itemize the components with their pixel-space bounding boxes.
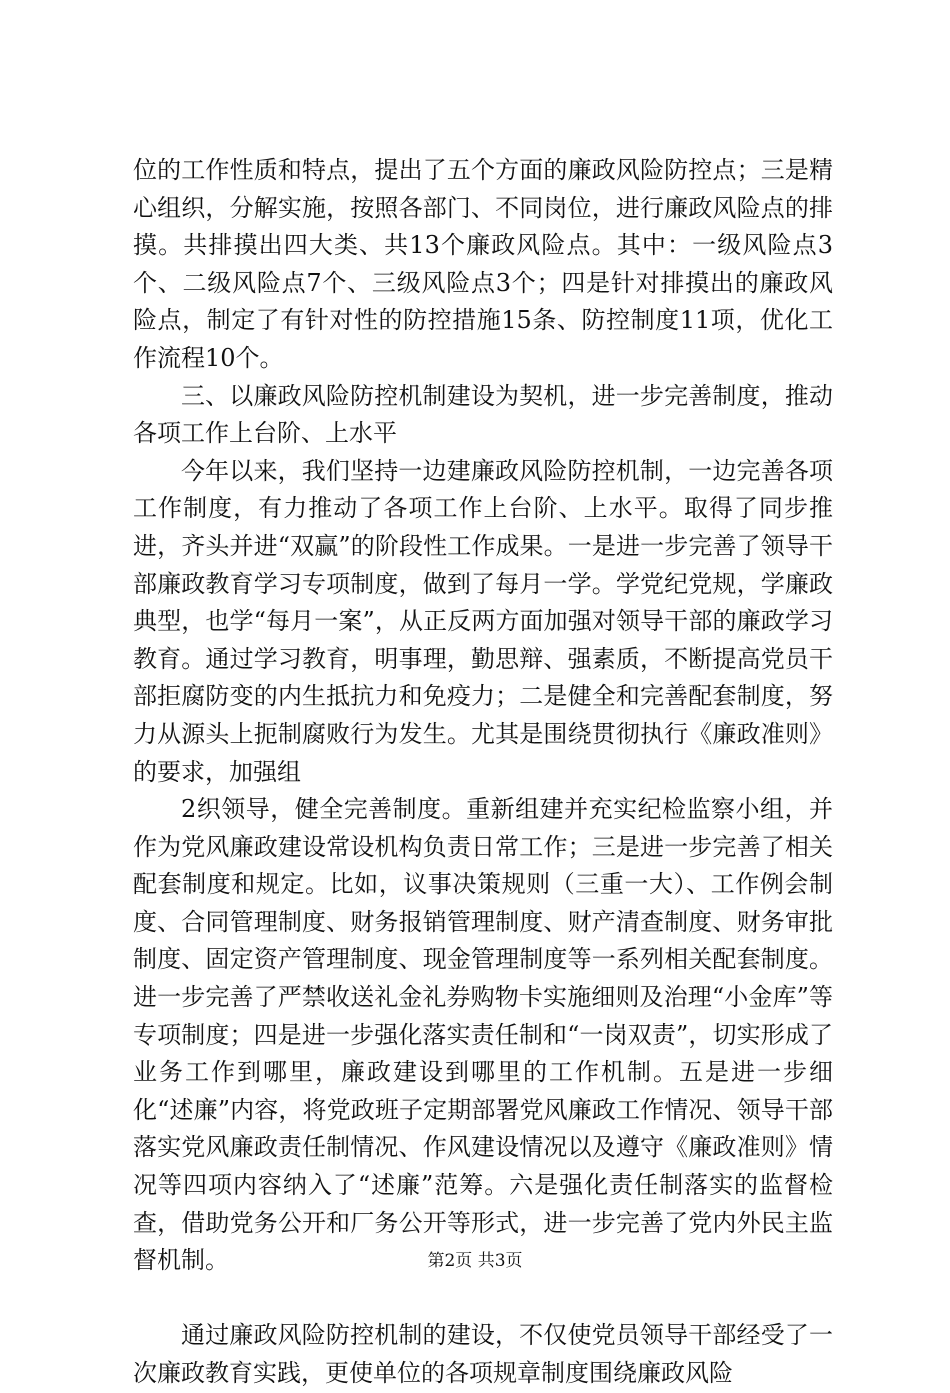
paragraph-body: 今年以来，我们坚持一边建廉政风险防控机制，一边完善各项工作制度，有力推动了各项工作上台阶、上水平。取得了同步推进，齐头并进“双赢”的阶段性工作成果。一是进一步完善了领导干部廉政教育学习专项制度，做到了每月一学。学党纪党规，学廉政典型，也学“每月一案”，从正反两方面加强对领导干部的廉政学习教育。通过学习教育，明事理，勤思辩、强素质，不断提高党员干部拒腐防变的内生抵抗力和免疫力；二是健全和完善配套制度，努力从源头上扼制腐败行为发生。尤其是围绕贯彻执行《廉政准则》的要求，加强组 [133, 456, 833, 786]
section-heading: 三、以廉政风险防控机制建设为契机，进一步完善制度，推动各项工作上台阶、上水平 [133, 381, 833, 448]
document-body [133, 152, 833, 1393]
paragraph-body: 2织领导，健全完善制度。重新组建并充实纪检监察小组，并作为党风廉政建设常设机构负责日常工作；三是进一步完善了相关配套制度和规定。比如，议事决策规则（三重一大）、工作例会制度、合同管理制度、财务报销管理制度、财产清查制度、财务审批制度、固定资产管理制度、现金管理制度等一系列相关配套制度。进一步完善了严禁收送礼金礼券购物卡实施细则及治理“小金库”等专项制度；四是进一步强化落实责任制和“一岗双责”，切实形成了业务工作到哪里，廉政建设到哪里的工作机制。五是进一步细化“述廉”内容，将党政班子定期部署党风廉政工作情况、领导干部落实党风廉政责任制情况、作风建设情况以及遵守《廉政准则》情况等四项内容纳入了“述廉”范筹。六是强化责任制落实的监督检查，借助党务公开和厂务公开等形式，进一步完善了党内外民主监督机制。 [133, 795, 833, 1275]
page-number-footer: 第2页 共3页 [427, 1251, 523, 1271]
paragraph-continuation: 位的工作性质和特点，提出了五个方面的廉政风险防控点；三是精心组织，分解实施，按照各部门、不同岗位，进行廉政风险点的排摸。共排摸出四大类、共13个廉政风险点。其中：一级风险点3个、二级风险点7个、三级风险点3个；四是针对排摸出的廉政风险点，制定了有针对性的防控措施15条、防控制度11项，优化工作流程10个。 [133, 156, 833, 372]
paragraph-conclusion: 通过廉政风险防控机制的建设，不仅使党员领导干部经受了一次廉政教育实践，更使单位的各项规章制度围绕廉政风险 [133, 1321, 833, 1387]
